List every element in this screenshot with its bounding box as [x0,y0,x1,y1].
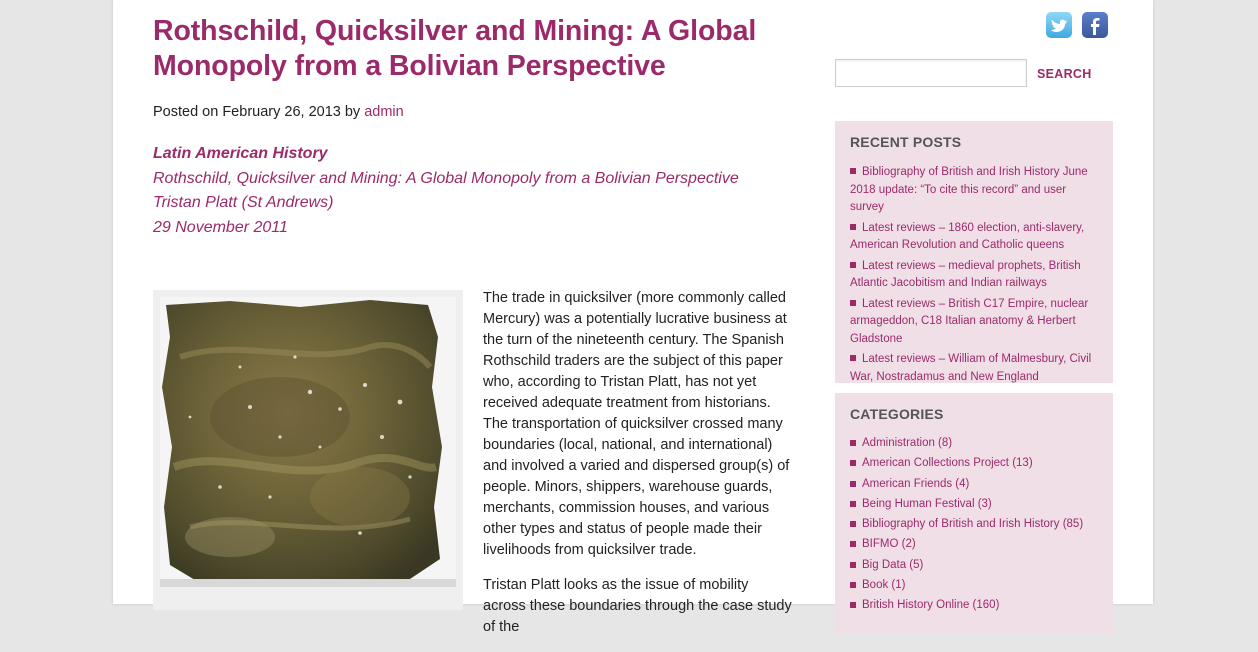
bullet-icon [850,501,856,507]
bullet-icon [850,460,856,466]
recent-post-link[interactable] [850,220,1098,255]
post-paragraph: The trade in quicksilver (more commonly called Mercury) was a potentially lucrative business at the turn of the nineteenth century. The Spanish Rothschild traders are the subject of this paper who, according to Tristan Platt, has not yet received adequate treatment from historians. The transportation of quicksilver crossed many boundaries (local, national, and international) and involved a varied and dispersed group(s) of people. Minors, shippers, warehouse guards, merchants, commission houses, and various other types and status of people made their livelihoods from quicksilver trade. [483,290,790,558]
category-link[interactable] [850,578,1098,593]
bullet-icon [850,168,856,174]
post-image-frame [153,290,463,610]
bullet-icon [850,355,856,361]
intro-speaker: Tristan Platt (St Andrews) [153,194,334,211]
author-link[interactable]: admin [364,104,404,120]
bullet-icon [850,224,856,230]
quicksilver-ore-image [160,297,456,587]
post-intro [153,142,793,240]
category-label: Administration (8) [862,437,953,449]
category-link[interactable] [850,497,1098,512]
recent-post-label: Latest reviews – 1860 election, anti-slavery, American Revolution and Catholic queens [850,221,1085,251]
category-link[interactable] [850,517,1098,532]
bullet-icon [850,300,856,306]
facebook-icon[interactable] [1082,12,1108,38]
category-label: American Friends (4) [862,477,970,490]
category-label: British History Online (160) [862,599,1000,612]
search-button[interactable]: SEARCH [1037,62,1092,86]
recent-post-label: Latest reviews – William of Malmesbury, Civil War, Nostradamus and New England [850,353,1092,383]
category-link[interactable] [850,477,1098,492]
bullet-icon [850,562,856,568]
recent-post-link[interactable] [850,164,1098,217]
recent-post-link[interactable] [850,351,1098,386]
page [113,0,1153,635]
post-body [483,288,793,652]
bullet-icon [850,602,856,608]
category-link[interactable] [850,558,1098,573]
categories-title: CATEGORIES [850,406,944,422]
category-label: BIFMO (2) [862,538,916,551]
intro-heading: Latin American History [153,145,328,162]
bullet-icon [850,440,856,446]
category-link[interactable] [850,436,1098,451]
social-links [1046,12,1114,38]
posted-on-text: Posted on February 26, 2013 by [153,104,361,120]
bullet-icon [850,582,856,588]
categories-widget [835,393,1113,633]
category-link[interactable] [850,537,1098,552]
bullet-icon [850,541,856,547]
category-link[interactable] [850,456,1098,471]
category-link[interactable] [850,598,1098,613]
bullet-icon [850,481,856,487]
bullet-icon [850,262,856,268]
intro-title: Rothschild, Quicksilver and Mining: A Global Monopoly from a Bolivian Perspective [153,169,739,187]
intro-date: 29 November 2011 [153,218,288,236]
post-main [153,14,793,240]
search-input[interactable] [835,59,1027,87]
category-label: American Collections Project (13) [862,457,1033,470]
post-meta [153,104,793,120]
recent-posts-widget [835,121,1113,383]
post-title[interactable]: Rothschild, Quicksilver and Mining: A Global Monopoly from a Bolivian Perspective [153,15,757,82]
recent-post-label: Latest reviews – British C17 Empire, nuclear armageddon, C18 Italian anatomy & Herbert Gladstone [850,297,1089,345]
recent-post-label: Latest reviews – medieval prophets, British Atlantic Jacobitism and Indian railways [850,259,1081,289]
recent-post-label: Bibliography of British and Irish History June 2018 update: “To cite this record” and user survey [850,166,1088,213]
twitter-icon[interactable] [1046,12,1072,38]
recent-post-link[interactable] [850,258,1098,293]
recent-post-link[interactable] [850,296,1098,349]
category-label: Bibliography of British and Irish History (85) [862,518,1084,531]
bullet-icon [850,521,856,527]
recent-posts-title: RECENT POSTS [850,134,962,150]
category-label: Being Human Festival (3) [862,497,992,510]
post-paragraph: Tristan Platt looks as the issue of mobility across these boundaries through the case study of the [483,577,792,635]
category-label: Big Data (5) [862,558,924,571]
category-label: Book (1) [862,579,906,592]
